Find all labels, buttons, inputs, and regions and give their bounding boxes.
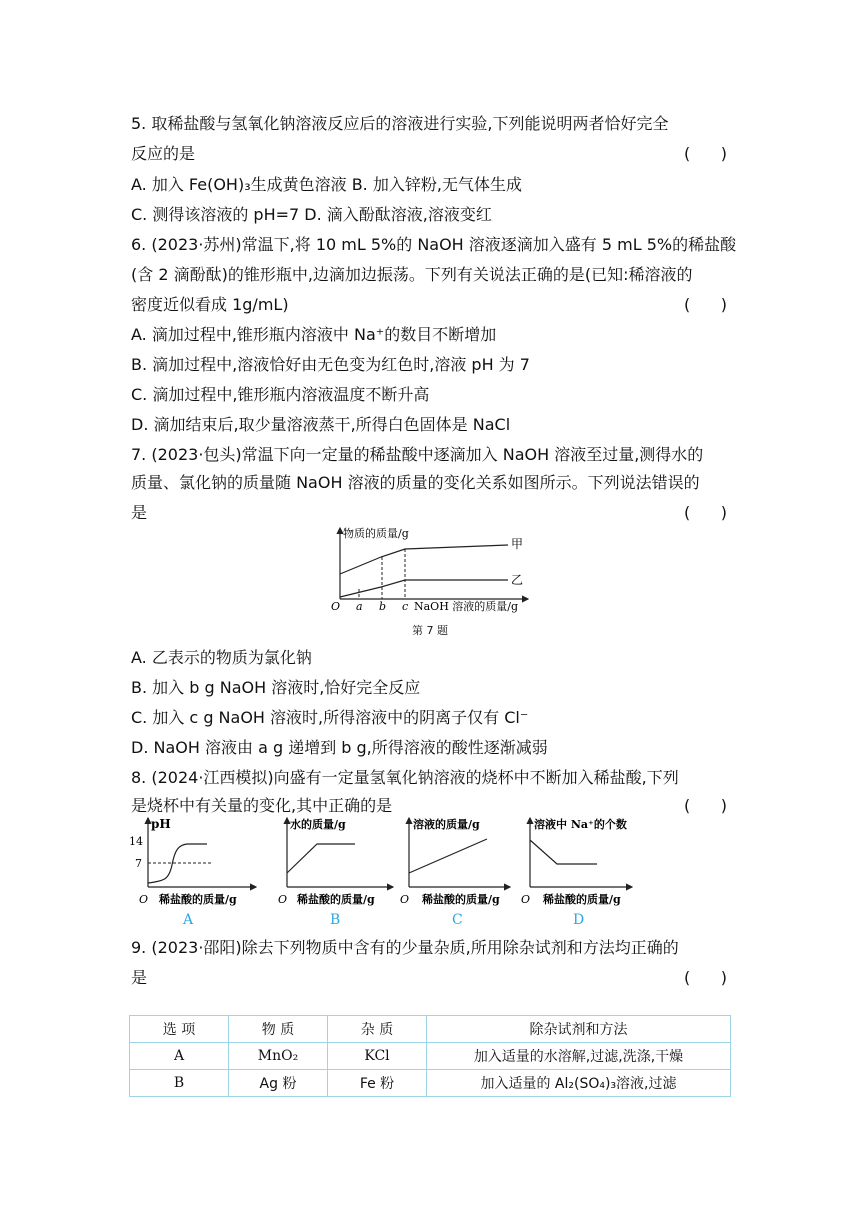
q7-series-jia-label: 甲	[511, 537, 524, 551]
q7-figure	[325, 522, 540, 617]
table-header-method: 除杂试剂和方法	[427, 1016, 731, 1043]
q7-series-yi-label: 乙	[511, 573, 524, 587]
q8-c-xlabel: 稀盐酸的质量/g	[422, 893, 500, 906]
q8-answer-paren: ( )	[684, 796, 727, 815]
q5-options-cd: C. 测得该溶液的 pH=7 D. 滴入酚酞溶液,溶液变红	[131, 205, 492, 224]
q9-options-table	[129, 1015, 731, 1097]
q6-stem-line-1: 6. (2023·苏州)常温下,将 10 mL 5%的 NaOH 溶液逐滴加入盛有 5 mL 5%的稀盐酸	[131, 235, 737, 254]
q8-stem-line-1: 8. (2024·江西模拟)向盛有一定量氢氧化钠溶液的烧杯中不断加入稀盐酸,下列	[131, 768, 679, 787]
table-cell: B	[130, 1070, 229, 1097]
q8-a-tick-14: 14	[129, 835, 143, 848]
q7-option-d: D. NaOH 溶液由 a g 递增到 b g,所得溶液的酸性逐渐减弱	[131, 738, 548, 757]
q6-option-a: A. 滴加过程中,锥形瓶内溶液中 Na⁺的数目不断增加	[131, 325, 497, 344]
q9-stem-line-2: 是	[131, 968, 148, 987]
q8-d-xlabel: 稀盐酸的质量/g	[543, 893, 621, 906]
q7-option-c: C. 加入 c g NaOH 溶液时,所得溶液中的阴离子仅有 Cl⁻	[131, 708, 529, 727]
table-cell: Fe 粉	[328, 1070, 427, 1097]
q8-b-xlabel: 稀盐酸的质量/g	[297, 893, 375, 906]
q8-graph-c	[400, 817, 510, 928]
q8-d-origin: O	[521, 893, 531, 906]
q6-stem-line-3: 密度近似看成 1g/mL)	[131, 295, 289, 314]
q8-a-origin: O	[139, 893, 149, 906]
q8-graph-d	[521, 817, 632, 928]
q7-tick-b: b	[379, 600, 387, 613]
table-cell: KCl	[328, 1043, 427, 1070]
q8-a-ylabel: pH	[151, 817, 171, 831]
q5-stem-line-2: 反应的是	[131, 144, 196, 163]
table-row	[130, 1043, 731, 1070]
q8-a-xlabel: 稀盐酸的质量/g	[159, 893, 237, 906]
q8-graph-b	[278, 817, 393, 928]
q8-b-ylabel: 水的质量/g	[290, 818, 346, 831]
q8-d-ylabel: 溶液中 Na⁺的个数	[534, 818, 627, 831]
q8-c-ylabel: 溶液的质量/g	[413, 818, 480, 831]
table-cell: Ag 粉	[229, 1070, 328, 1097]
q5-options-ab: A. 加入 Fe(OH)₃生成黄色溶液 B. 加入锌粉,无气体生成	[131, 175, 522, 194]
q7-stem-line-1: 7. (2023·包头)常温下向一定量的稀盐酸中逐滴加入 NaOH 溶液至过量,测得水的	[131, 445, 704, 464]
table-cell: 加入适量的 Al₂(SO₄)₃溶液,过滤	[427, 1070, 731, 1097]
table-header-substance: 物 质	[229, 1016, 328, 1043]
q7-series-yi-line	[340, 580, 508, 597]
q8-b-line	[287, 844, 355, 873]
q8-b-origin: O	[278, 893, 288, 906]
q8-d-letter: D	[573, 912, 585, 928]
q6-option-b: B. 滴加过程中,溶液恰好由无色变为红色时,溶液 pH 为 7	[131, 355, 530, 374]
q7-stem-line-3: 是	[131, 503, 148, 522]
q8-b-letter: B	[330, 912, 341, 928]
q6-option-c: C. 滴加过程中,锥形瓶内溶液温度不断升高	[131, 385, 430, 404]
q9-stem-line-1: 9. (2023·邵阳)除去下列物质中含有的少量杂质,所用除杂试剂和方法均正确的	[131, 938, 679, 957]
q8-graphs	[125, 815, 640, 930]
q7-tick-a: a	[356, 600, 363, 613]
q8-a-letter: A	[183, 912, 194, 928]
q8-stem-line-2: 是烧杯中有关量的变化,其中正确的是	[131, 796, 393, 815]
q6-option-d: D. 滴加结束后,取少量溶液蒸干,所得白色固体是 NaCl	[131, 415, 511, 434]
q8-c-line	[409, 839, 487, 873]
q7-xlabel: NaOH 溶液的质量/g	[414, 600, 519, 613]
table-header-impurity: 杂 质	[328, 1016, 427, 1043]
q7-option-b: B. 加入 b g NaOH 溶液时,恰好完全反应	[131, 678, 421, 697]
q7-stem-line-2: 质量、氯化钠的质量随 NaOH 溶液的质量的变化关系如图所示。下列说法错误的	[131, 473, 700, 492]
q7-figure-caption: 第 7 题	[412, 624, 448, 637]
q7-series-jia-line	[340, 545, 508, 574]
q8-c-origin: O	[400, 893, 410, 906]
q8-graph-a	[129, 817, 256, 928]
table-header-row	[130, 1016, 731, 1043]
q7-origin: O	[331, 600, 341, 613]
table-cell: A	[130, 1043, 229, 1070]
q5-stem-line-1: 5. 取稀盐酸与氢氧化钠溶液反应后的溶液进行实验,下列能说明两者恰好完全	[131, 114, 669, 133]
q7-option-a: A. 乙表示的物质为氯化钠	[131, 648, 312, 667]
q8-d-line	[530, 840, 597, 864]
q9-answer-paren: ( )	[684, 968, 727, 987]
q7-tick-c: c	[402, 600, 409, 613]
table-row	[130, 1070, 731, 1097]
q5-answer-paren: ( )	[684, 144, 727, 163]
q7-ylabel: 物质的质量/g	[343, 527, 409, 540]
q7-answer-paren: ( )	[684, 503, 727, 522]
q8-a-tick-7: 7	[135, 857, 142, 870]
table-cell: 加入适量的水溶解,过滤,洗涤,干燥	[427, 1043, 731, 1070]
q8-c-letter: C	[452, 912, 463, 928]
q6-stem-line-2: (含 2 滴酚酞)的锥形瓶中,边滴加边振荡。下列有关说法正确的是(已知:稀溶液的	[131, 265, 693, 284]
q6-answer-paren: ( )	[684, 295, 727, 314]
table-header-option: 选 项	[130, 1016, 229, 1043]
table-cell: MnO₂	[229, 1043, 328, 1070]
